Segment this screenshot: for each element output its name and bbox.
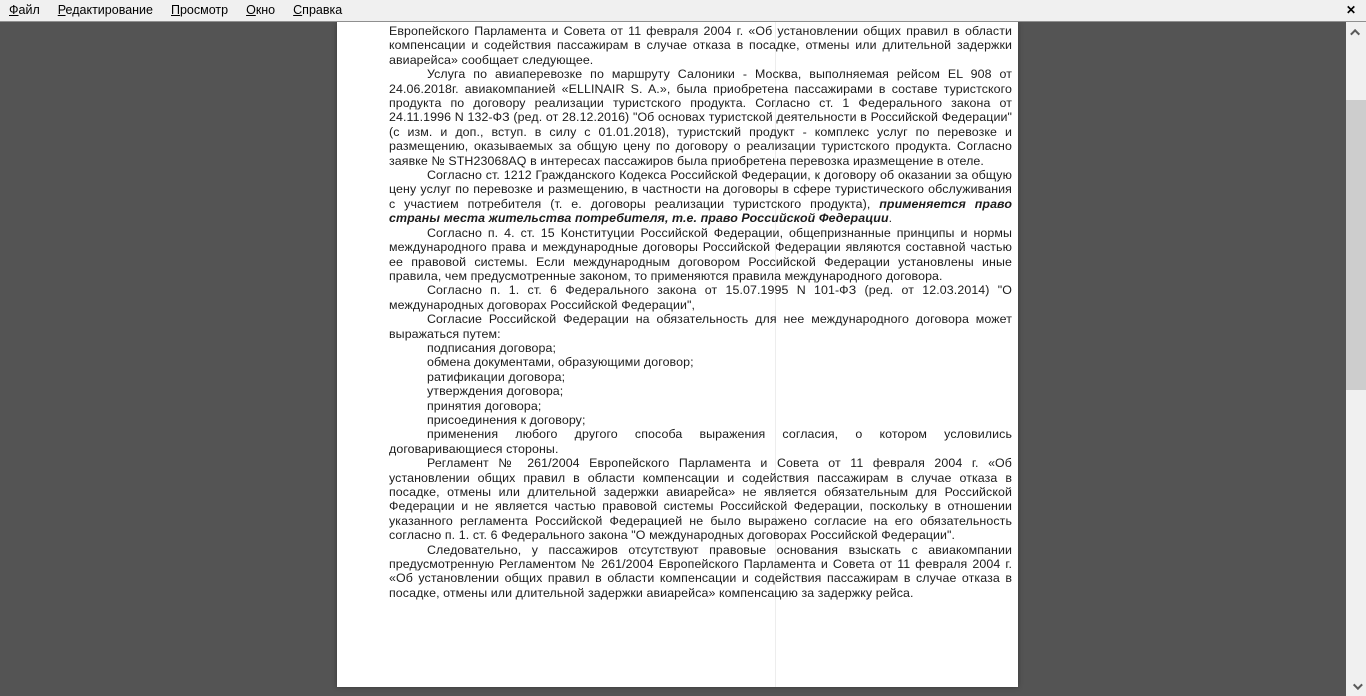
document-list-item: подписания договора;	[427, 340, 557, 355]
menu-file-accesskey: Ф	[9, 3, 19, 17]
vertical-scrollbar[interactable]	[1346, 22, 1366, 696]
close-icon[interactable]: ✕	[1345, 3, 1357, 17]
menu-window[interactable]	[237, 0, 284, 21]
document-list-item: принятия договора;	[427, 398, 542, 413]
chevron-down-icon	[1352, 680, 1362, 690]
paragraph-segment: .	[888, 211, 893, 226]
menu-help-label: правка	[302, 3, 343, 17]
document-paragraph	[389, 168, 1012, 226]
document-paragraph: Европейского Парламента и Совета от 11 февраля 2004 г. «Об установлении общих правил в области компенсации и содействия пассажирам в случае отказа в посадке, отмены или длительной задержки авиарейса» сообщает следующее.	[389, 24, 1012, 67]
document-paragraph: Согласие Российской Федерации на обязательность для нее международного договора может выражаться путем:	[389, 312, 1012, 341]
menu-view-label: росмотр	[179, 3, 229, 17]
scrollbar-down-button[interactable]	[1346, 676, 1366, 696]
chevron-up-icon	[1350, 28, 1360, 38]
document-page	[337, 22, 1018, 687]
menu-edit[interactable]	[49, 0, 162, 21]
document-paragraph: Услуга по авиаперевозке по маршруту Салоники - Москва, выполняемая рейсом EL 908 от 24.06.2018г. авиакомпанией «ELLINAIR S. A.», была приобретена пассажирами в составе туристского продукта по договору реализации туристского продукта. Согласно ст. 1 Федерального закона от 24.11.1996 N 132-ФЗ (ред. от 28.12.2016) "Об основах туристской деятельности в Российской Федерации" (с изм. и доп., вступ. в силу с 01.01.2018), туристский продукт - комплекс услуг по перевозке и размещению, оказываемых за общую цену по договору о реализации туристского продукта. Согласно заявке № STH23068AQ в интересах пассажиров была приобретена перевозка иразмещение в отеле.	[389, 67, 1012, 168]
menu-file-label: айл	[18, 3, 40, 17]
document-list-item: обмена документами, образующими договор;	[427, 355, 694, 370]
menu-file[interactable]	[0, 0, 49, 21]
document-paragraph: Регламент № 261/2004 Европейского Парламента и Совета от 11 февраля 2004 г. «Об установлении общих правил в области компенсации и содействия пассажирам в случае отказа в посадке, отмены или длительной задержки авиарейса» не является обязательным для Российской Федерации и не является частью правовой системы Российской Федерации, поскольку в отношении указанного регламента Российской Федерацией не было выражено согласие на его обязательность согласно п. 1. ст. 6 Федерального закона "О международных договорах Российской Федерации".	[389, 456, 1012, 543]
document-paragraph: Согласно п. 1. ст. 6 Федерального закона от 15.07.1995 N 101-ФЗ (ред. от 12.03.2014) "О международных договорах Российской Федерации",	[389, 283, 1012, 312]
menu-edit-label: едактирование	[65, 3, 153, 17]
menu-help[interactable]	[284, 0, 351, 21]
menu-window-label: кно	[255, 3, 276, 17]
menubar	[0, 0, 1366, 22]
document-paragraph: Согласно п. 4. ст. 15 Конституции Российской Федерации, общепризнанные принципы и нормы международного права и международные договоры Российской Федерации являются составной частью ее правовой системы. Если международным договором Российской Федерации установлены иные правила, чем предусмотренные законом, то применяются правила международного договора.	[389, 225, 1012, 283]
menu-view[interactable]	[162, 0, 237, 21]
menu-window-accesskey: О	[246, 3, 256, 17]
menu-view-accesskey: П	[170, 3, 180, 17]
document-list-item: ратификации договора;	[427, 369, 566, 384]
paragraph-emphasis: применяется право страны места жительства потребителя, т.е. право Российской Федерации	[389, 196, 1012, 226]
document-list-item: присоединения к договору;	[427, 412, 586, 427]
document-text	[389, 24, 1012, 600]
scrollbar-thumb[interactable]	[1346, 100, 1366, 390]
document-paragraph: применения любого другого способа выражения согласия, о котором условились договаривающиеся стороны.	[389, 427, 1012, 456]
document-paragraph: Следовательно, у пассажиров отсутствуют правовые основания взыскать с авиакомпании предусмотренную Регламентом № 261/2004 Европейского Парламента и Совета от 11 февраля 2004 г. «Об установлении общих правил в области компенсации и содействия пассажирам в случае отказа в посадке, отмены или длительной задержки авиарейса» компенсацию за задержку рейса.	[389, 542, 1012, 600]
scrollbar-up-button[interactable]	[1346, 22, 1366, 42]
document-list-item: утверждения договора;	[427, 384, 564, 399]
paragraph-segment: Согласно ст. 1212 Гражданского Кодекса Российской Федерации, к договору об оказании за общую цену услуг по перевозке и размещению, в частности на договоры в сфере туристического обслуживания с участием потребителя (т. е. договоры реализации туристского продукта),	[389, 168, 1012, 211]
menu-edit-accesskey: Р	[57, 3, 66, 17]
menu-help-accesskey: С	[293, 3, 303, 17]
viewer-canvas	[0, 22, 1346, 696]
